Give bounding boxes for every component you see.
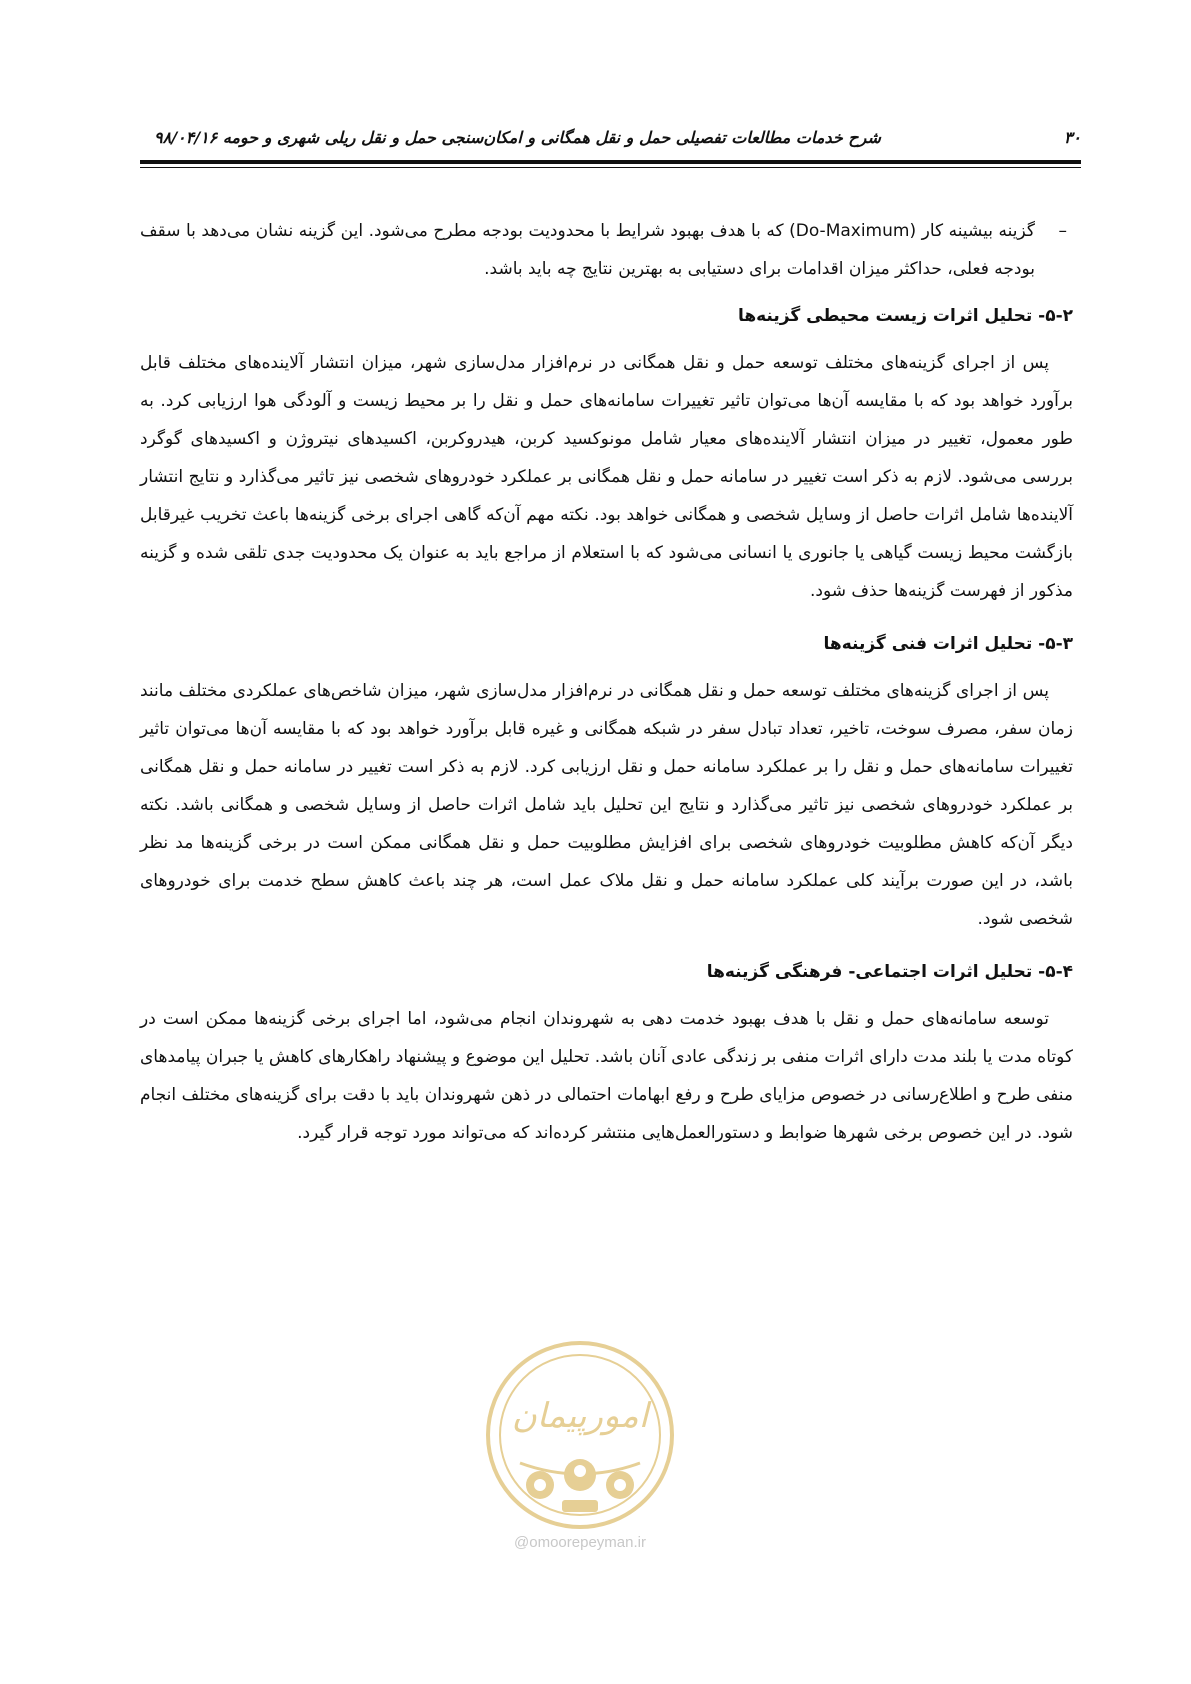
header-title: شرح خدمات مطالعات تفصیلی حمل و نقل همگانی و امکان‌سنجی حمل و نقل ریلی شهری و حومه bbox=[222, 128, 881, 147]
bullet-item bbox=[140, 212, 1073, 288]
section-heading: ۵-۴- تحلیل اثرات اجتماعی- فرهنگی گزینه‌ها bbox=[706, 962, 1073, 982]
page-number: ۳۰ bbox=[1063, 128, 1081, 147]
watermark-logo-text: امورپیمان bbox=[511, 1396, 649, 1436]
section-paragraph: توسعه سامانه‌های حمل و نقل با هدف بهبود خدمت دهی به شهروندان انجام می‌شود، اما اجرای برخی گزینه‌ها ممکن است در کوتاه مدت یا بلند مدت دارای اثرات منفی بر زندگی عادی آنان باشد. تحلیل این موضوع و پیشنهاد راهکارهای کاهش یا جبران پیامدهای منفی طرح و اطلاع‌رسانی در خصوص مزایای طرح و رفع ابهامات احتمالی در ذهن شهروندان باید با دقت برای گزینه‌های مختلف انجام شود. در این خصوص برخی شهرها ضوابط و دستورالعمل‌هایی منتشر کرده‌اند که می‌تواند مورد توجه قرار گیرد. bbox=[140, 1009, 1073, 1143]
header-rule-thick bbox=[140, 160, 1081, 164]
section-heading: ۵-۳- تحلیل اثرات فنی گزینه‌ها bbox=[823, 634, 1073, 654]
section-heading: ۵-۲- تحلیل اثرات زیست محیطی گزینه‌ها bbox=[737, 306, 1073, 326]
header-title-line bbox=[140, 128, 881, 147]
header-date: ۹۸/۰۴/۱۶ bbox=[154, 128, 218, 147]
section-paragraph: پس از اجرای گزینه‌های مختلف توسعه حمل و نقل همگانی در نرم‌افزار مدل‌سازی شهر، میزان انتشار آلاینده‌های مختلف قابل برآورد خواهد بود که با مقایسه آن‌ها می‌توان تاثیر تغییرات سامانه‌های حمل و نقل را بر محیط زیست و آلودگی هوا ارزیابی کرد. به طور معمول، تغییر در میزان انتشار آلاینده‌های معیار شامل مونوکسید کربن، هیدروکربن، اکسیدهای نیتروژن و اکسیدهای گوگرد بررسی می‌شود. لازم به ذکر است تغییر در سامانه حمل و نقل همگانی بر عملکرد خودروهای شخصی نیز تاثیر می‌گذارد و نتایج انتشار آلاینده‌ها شامل اثرات حاصل از وسایل شخصی و همگانی خواهد بود. نکته مهم آن‌که گاهی اجرای برخی گزینه‌ها باعث تخریب غیرقابل بازگشت محیط زیست گیاهی یا جانوری یا انسانی می‌شود که با استعلام از مراجع باید به عنوان یک محدودیت جدی تلقی شده و گزینه مذکور از فهرست گزینه‌ها حذف شود. bbox=[140, 353, 1073, 601]
header-rule-thin bbox=[140, 167, 1081, 168]
bullet-text: گزینه بیشینه کار (Do-Maximum) که با هدف بهبود شرایط با محدودیت بودجه مطرح می‌شود. این گزینه نشان می‌دهد با سقف بودجه فعلی، حداکثر میزان اقدامات برای دستیابی به بهترین نتایج چه باید باشد. bbox=[140, 221, 1035, 279]
section-paragraph: پس از اجرای گزینه‌های مختلف توسعه حمل و نقل همگانی در نرم‌افزار مدل‌سازی شهر، میزان شاخص‌های عملکردی مختلف مانند زمان سفر، مصرف سوخت، تاخیر، تعداد تبادل سفر در شبکه همگانی و غیره قابل برآورد خواهد بود که با مقایسه آن‌ها می‌توان تاثیر تغییرات سامانه‌های حمل و نقل را بر عملکرد سامانه حمل و نقل ارزیابی کرد. لازم به ذکر است تغییر در سامانه حمل و نقل همگانی بر عملکرد خودروهای شخصی نیز تاثیر می‌گذارد و نتایج این تحلیل باید شامل اثرات حاصل از وسایل شخصی و همگانی باشد. نکته دیگر آن‌که کاهش مطلوبیت خودروهای شخصی برای افزایش مطلوبیت حمل و نقل همگانی ممکن است در برخی گزینه‌ها مد نظر باشد، در این صورت برآیند کلی عملکرد سامانه حمل و نقل ملاک عمل است، هر چند باعث کاهش سطح خدمت برای خودروهای شخصی شود. bbox=[140, 681, 1073, 929]
section-environmental bbox=[140, 296, 1073, 610]
bullet-dash: – bbox=[1058, 221, 1067, 241]
page-content bbox=[140, 212, 1073, 1166]
section-technical bbox=[140, 624, 1073, 938]
watermark-url: @omoorepeyman.ir bbox=[514, 1534, 646, 1551]
watermark-logo bbox=[480, 1335, 680, 1535]
section-social-cultural bbox=[140, 952, 1073, 1152]
